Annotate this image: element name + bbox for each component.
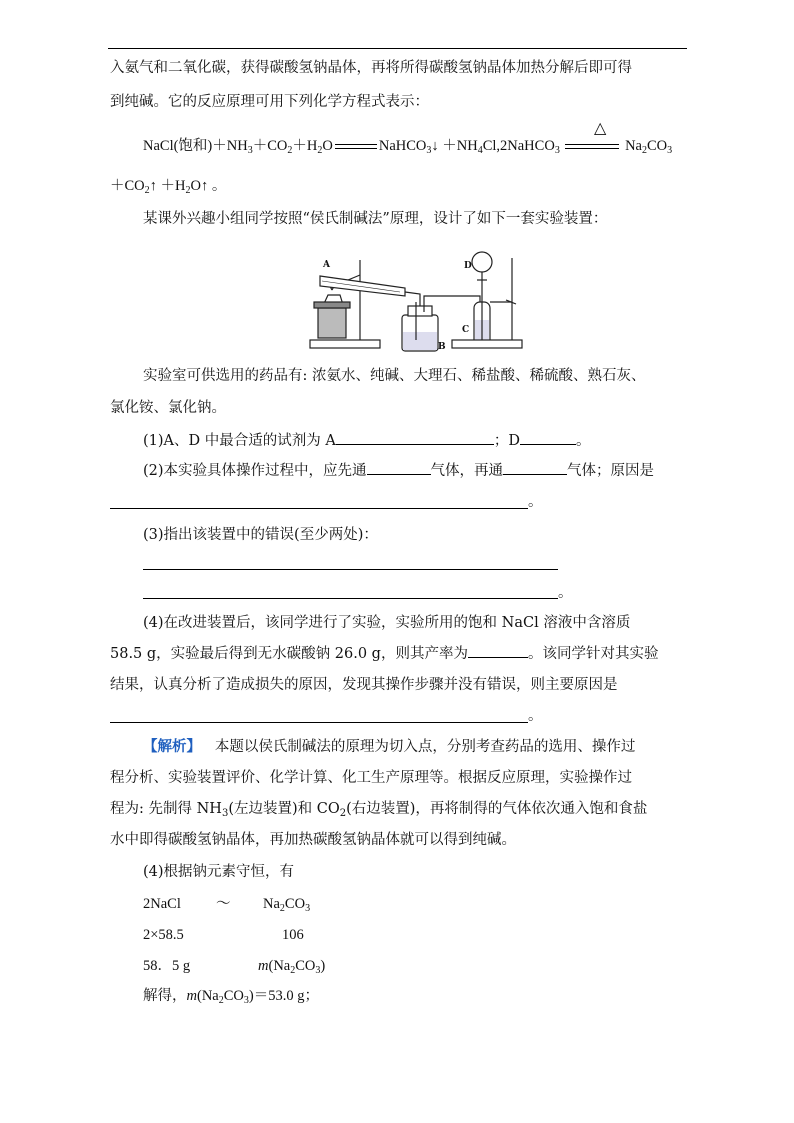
answer-line[interactable] (143, 598, 558, 599)
equals-bar-heat (563, 143, 621, 151)
stand-base-left (310, 340, 380, 348)
answer-blank[interactable] (367, 460, 431, 475)
question-4-line: 结果，认真分析了造成损失的原因，发现其操作步骤并没有错误，则主要原因是 (110, 677, 618, 693)
analysis-line: 水中即得碳酸氢钠晶体，再加热碳酸氢钠晶体就可以得到纯碱。 (110, 832, 516, 848)
period: 。 (528, 494, 543, 510)
question-4: (4)在改进装置后，该同学进行了实验，实验所用的饱和 NaCl 溶液中含溶质 (143, 615, 631, 631)
answer-line[interactable] (143, 569, 558, 570)
calc-row: $m(Na_2CO_3)$ (258, 958, 326, 976)
calc-row: 2×58.5 (143, 927, 184, 943)
heat-symbol: △ (594, 118, 607, 137)
answer-blank[interactable] (336, 430, 494, 445)
label-D: D (464, 261, 472, 271)
calc-row: 2NaCl (143, 896, 181, 912)
question-1: (1)A、D 中最合适的试剂为 A ；D 。 (143, 430, 590, 451)
label-C: C (462, 325, 470, 335)
chemical-equation-cont: $+CO_2↑$ $+H_2O↑$ 。 (110, 178, 227, 196)
answer-line[interactable] (110, 508, 528, 509)
answer-blank[interactable] (503, 460, 567, 475)
calc-row: $Na_2CO_3$ (263, 896, 311, 914)
paragraph-line: 入氨气和二氧化碳，获得碳酸氢钠晶体，再将所得碳酸氢钠晶体加热分解后即可得 (110, 60, 632, 76)
equals-bar (333, 143, 379, 151)
period: 。 (528, 708, 543, 724)
label-B: B (438, 342, 446, 352)
answer-line[interactable] (110, 722, 528, 723)
label-A: A (323, 260, 330, 270)
paragraph-line: 氯化铵、氯化钠。 (110, 400, 226, 416)
analysis-line: 程为: 先制得 $NH_3$(左边装置)和 $CO_2$(右边装置)，再将制得的气体依次通入饱和食盐 (110, 801, 648, 819)
calc-result: 解得，$m(Na_2CO_3)=53.0$ g； (143, 988, 319, 1006)
analysis-line: (4)根据钠元素守恒，有 (143, 864, 295, 880)
analysis-line: 【解析】 本题以侯氏制碱法的原理为切入点，分别考查药品的选用、操作过 (143, 738, 636, 755)
answer-blank[interactable] (468, 643, 528, 658)
paragraph-line: 到纯碱。它的反应原理可用下列化学方程式表示： (110, 94, 429, 110)
calc-row: 58．5 g (143, 958, 191, 974)
chemical-equation: NaCl(饱和)$+NH_3+CO_2+H_2O$ NaHCO$_3$↓ $+NH_4Cl,2NaHCO_3$ $Na_2CO_3$ (143, 138, 673, 156)
header-rule (108, 48, 687, 49)
period: 。 (558, 585, 573, 601)
paragraph-line: 某课外兴趣小组同学按照“侯氏制碱法”原理，设计了如下一套实验装置： (143, 211, 608, 227)
analysis-line: 程分析、实验装置评价、化学计算、化工生产原理等。根据反应原理，实验操作过 (110, 770, 632, 786)
paragraph-line: 实验室可供选用的药品有: 浓氨水、纯碱、大理石、稀盐酸、稀硫酸、熟石灰、 (143, 368, 646, 384)
calc-row: ～ (216, 896, 231, 912)
question-4-line: 58.5 g，实验最后得到无水碳酸钠 26.0 g，则其产率为 。该同学针对其实验 (110, 643, 658, 664)
apparatus-figure (300, 240, 525, 355)
calc-row: 106 (282, 927, 304, 943)
answer-blank[interactable] (520, 430, 576, 445)
analysis-tag: 【解析】 (143, 738, 201, 755)
question-2: (2)本实验具体操作过程中，应先通 气体，再通 气体；原因是 (143, 460, 654, 481)
question-3: (3)指出该装置中的错误(至少两处)： (143, 527, 378, 543)
